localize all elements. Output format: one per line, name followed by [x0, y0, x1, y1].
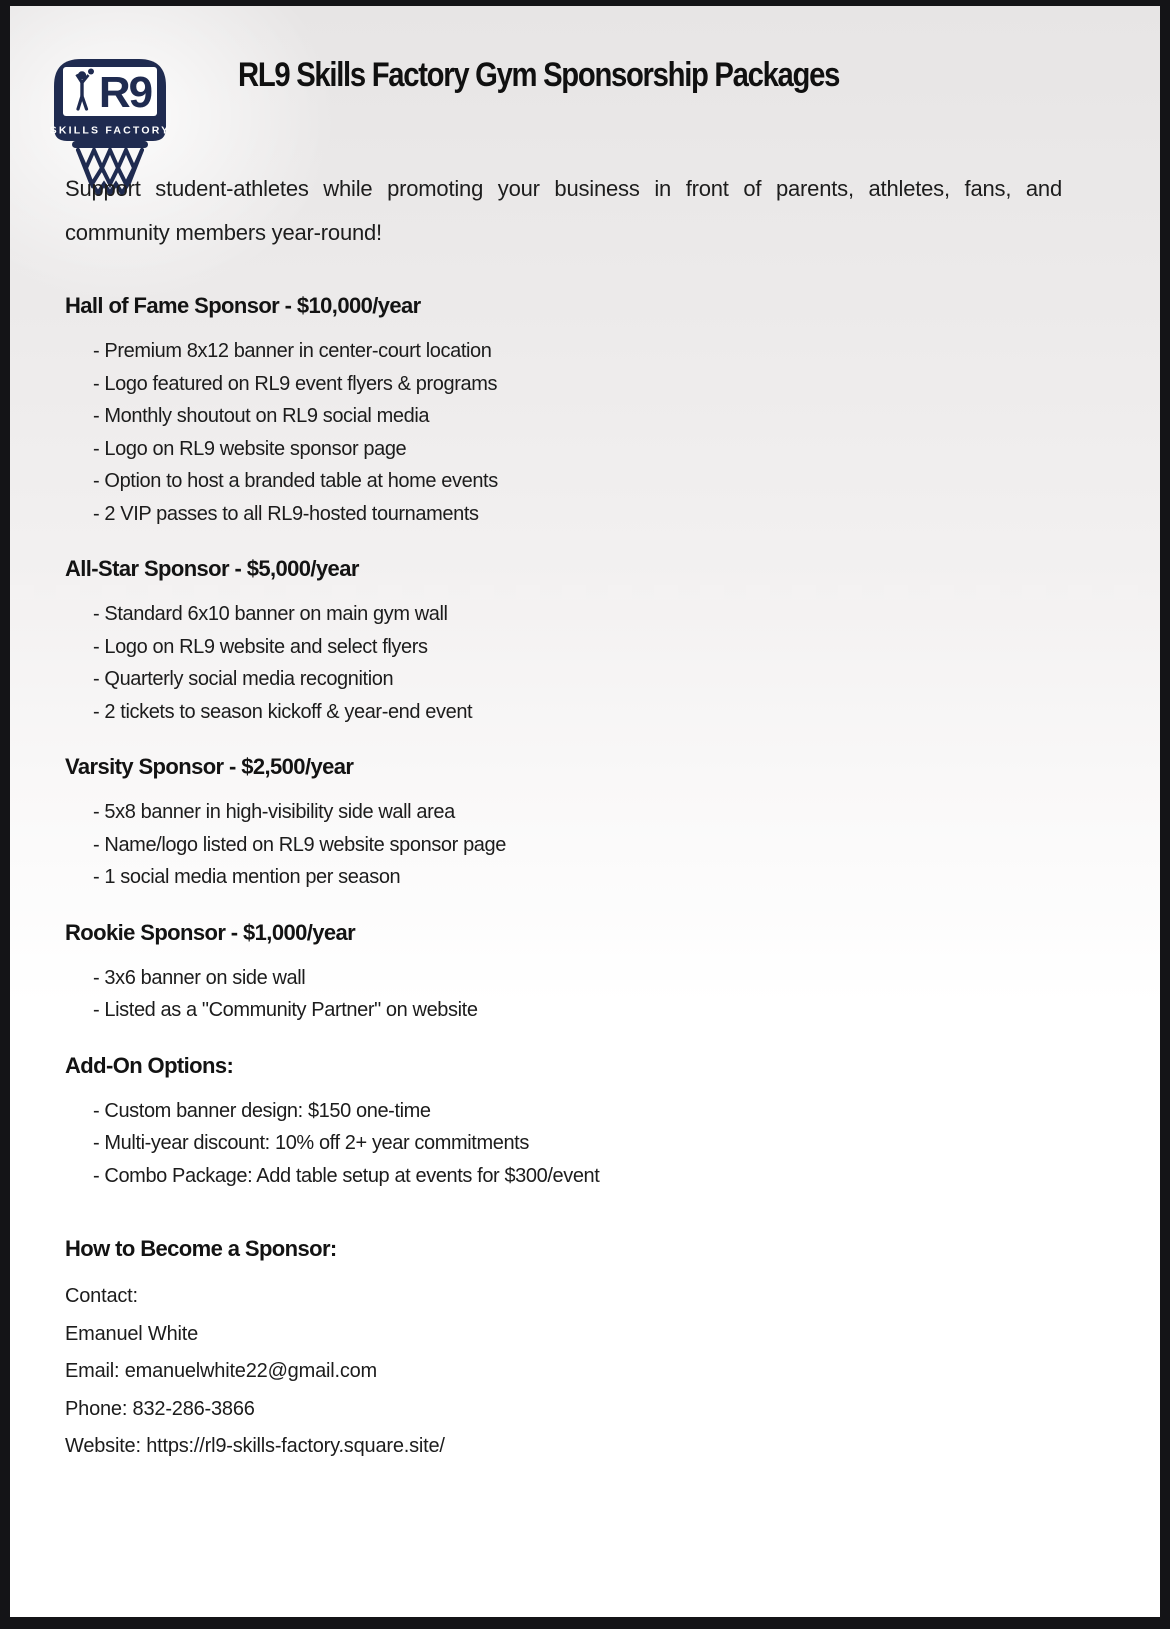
list-item: - Custom banner design: $150 one-time — [93, 1099, 431, 1122]
contact-email: Email: emanuelwhite22@gmail.com — [65, 1360, 378, 1382]
list-item: - Quarterly social media recognition — [93, 668, 394, 690]
list-item: - Monthly shoutout on RL9 social media — [93, 405, 430, 427]
logo-r9-text: R9 — [98, 68, 152, 117]
list-item: - 1 social media mention per season — [93, 866, 401, 888]
document-page — [10, 6, 1160, 1617]
section-hall-of-fame — [65, 293, 1062, 530]
logo-band-text: SKILLS FACTORY — [49, 124, 171, 137]
benefit-list — [65, 962, 1062, 1027]
section-add-ons — [65, 1053, 1062, 1193]
section-varsity — [65, 754, 1062, 894]
contact-name: Emanuel White — [65, 1322, 199, 1345]
benefit-list — [65, 1095, 1062, 1193]
section-heading: Hall of Fame Sponsor - $10,000/year — [65, 293, 421, 318]
list-item: - Combo Package: Add table setup at events for $300/event — [93, 1164, 600, 1187]
section-heading: Add-On Options: — [65, 1052, 234, 1078]
section-all-star — [65, 556, 1062, 728]
section-heading: Rookie Sponsor - $1,000/year — [65, 919, 356, 945]
list-item: - 2 tickets to season kickoff & year-end event — [93, 700, 473, 723]
list-item: - Multi-year discount: 10% off 2+ year commitments — [93, 1132, 529, 1154]
list-item: - 3x6 banner on side wall — [93, 966, 306, 989]
list-item: - Listed as a "Community Partner" on website — [93, 999, 478, 1021]
section-heading: All-Star Sponsor - $5,000/year — [65, 556, 359, 581]
contact-label: Contact: — [65, 1285, 138, 1307]
list-item: - 2 VIP passes to all RL9-hosted tournaments — [93, 502, 479, 525]
contact-phone: Phone: 832-286-3866 — [65, 1397, 255, 1420]
benefit-list — [65, 796, 1062, 894]
intro-paragraph: Support student-athletes while promoting your business in front of parents, athletes, fans, and community members year-round! — [65, 176, 1062, 245]
page-title: RL9 Skills Factory Gym Sponsorship Packages — [238, 56, 840, 94]
list-item: - Premium 8x12 banner in center-court location — [93, 340, 492, 362]
section-how-to-become-sponsor — [65, 1236, 1062, 1466]
section-heading: Varsity Sponsor - $2,500/year — [65, 754, 354, 779]
list-item: - 5x8 banner in high-visibility side wall area — [93, 801, 455, 823]
contact-website: Website: https://rl9-skills-factory.square.site/ — [65, 1435, 445, 1457]
list-item: - Logo featured on RL9 event flyers & programs — [93, 372, 498, 395]
list-item: - Option to host a branded table at home events — [93, 470, 498, 492]
contact-heading: How to Become a Sponsor: — [65, 1236, 337, 1261]
list-item: - Logo on RL9 website sponsor page — [93, 437, 407, 460]
benefit-list — [65, 598, 1062, 728]
section-rookie — [65, 920, 1062, 1027]
list-item: - Logo on RL9 website and select flyers — [93, 635, 428, 658]
list-item: - Standard 6x10 banner on main gym wall — [93, 603, 448, 625]
document-body — [65, 6, 1062, 1466]
list-item: - Name/logo listed on RL9 website sponsor page — [93, 833, 506, 856]
benefit-list — [65, 335, 1062, 530]
